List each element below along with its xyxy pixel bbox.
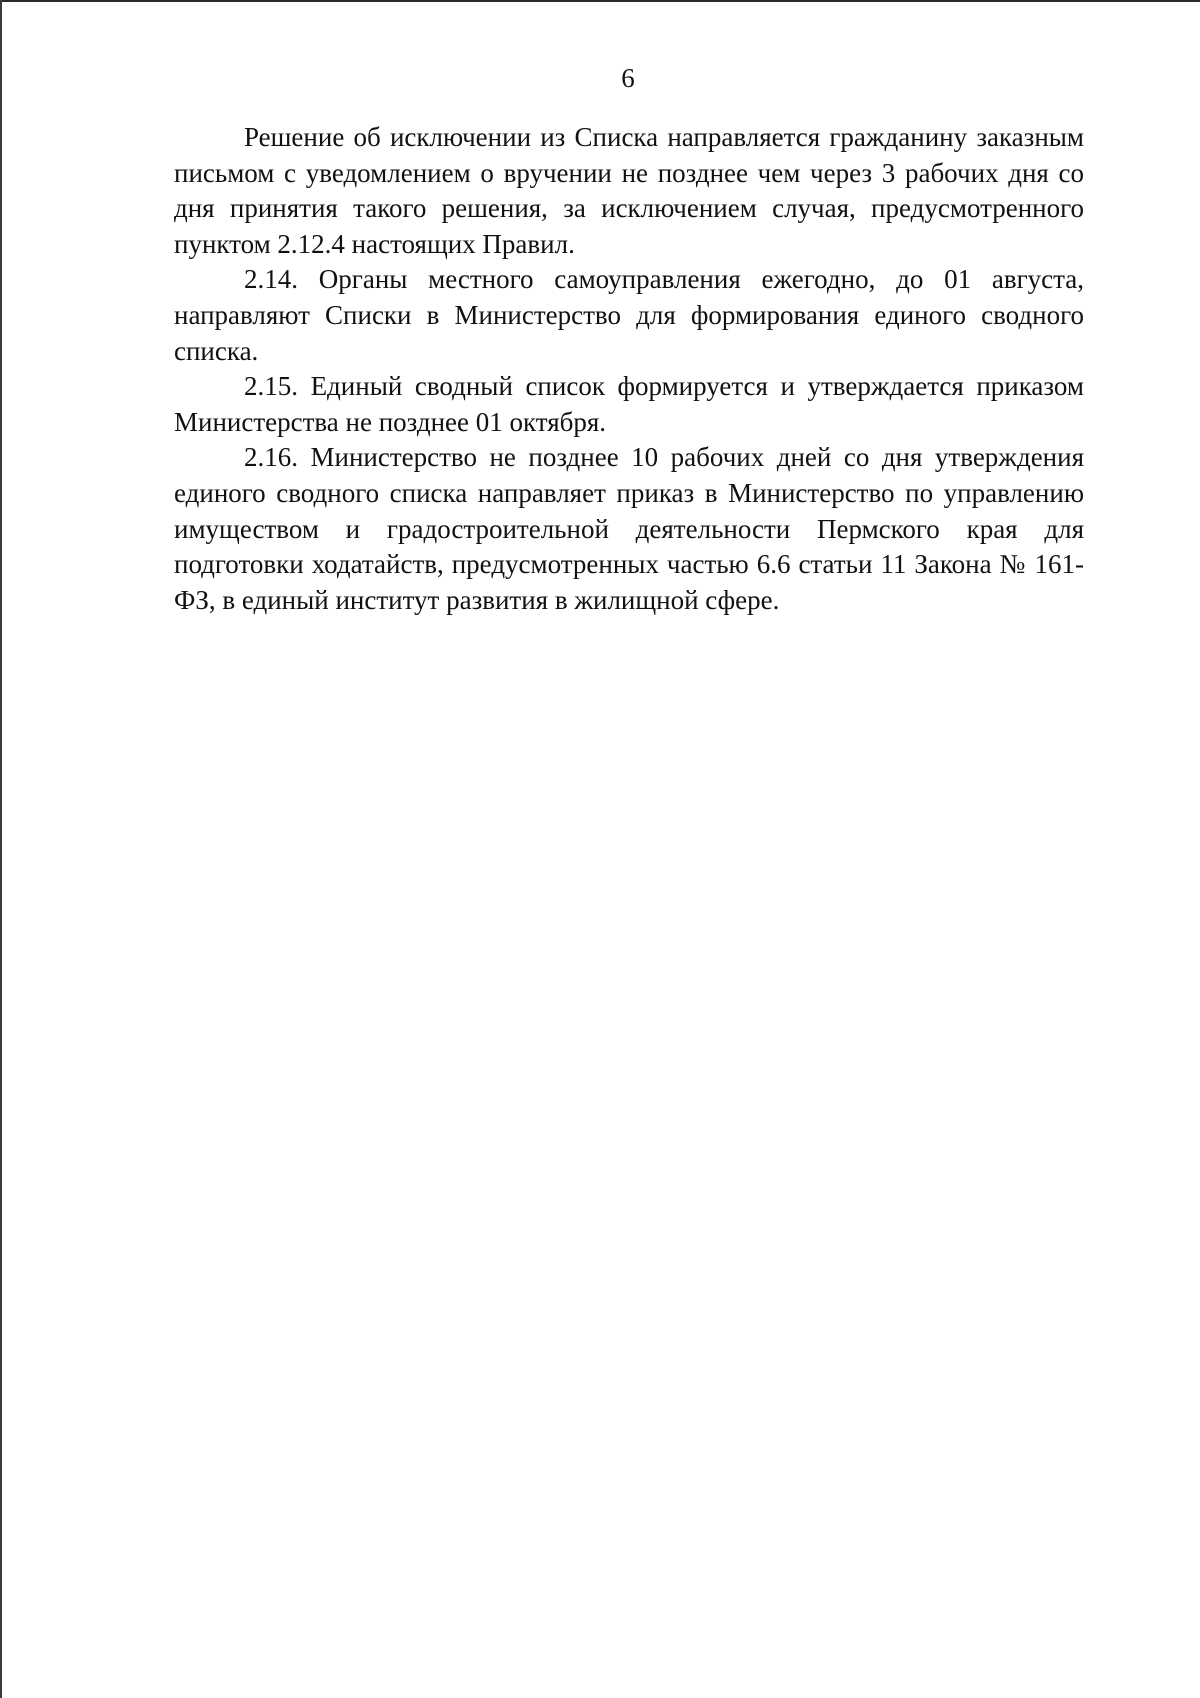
page-number: 6 xyxy=(621,63,635,93)
scan-left-edge xyxy=(0,0,2,1698)
paragraph-2-14: 2.14. Органы местного самоуправления ежегодно, до 01 августа, направляют Списки в Министерство для формирования единого сводного списка. xyxy=(174,264,1084,366)
paragraph-2-16: 2.16. Министерство не позднее 10 рабочих дней со дня утверждения единого сводного списка направляет приказ в Министерство по управлению имуществом и градостроительной деятельности Пермского края для подготовки ходатайств, предусмотренных частью 6.6 статьи 11 Закона № 161-ФЗ, в единый институт развития в жилищной сфере. xyxy=(174,442,1084,615)
paragraph-exclusion-notice: Решение об исключении из Списка направляется гражданину заказным письмом с уведомлением о вручении не позднее чем через 3 рабочих дня со дня принятия такого решения, за исключением случая, предусмотренного пунктом 2.12.4 настоящих Правил. xyxy=(174,122,1084,259)
scan-top-edge xyxy=(0,0,1200,2)
document-body xyxy=(174,120,1084,618)
paragraph-2-15: 2.15. Единый сводный список формируется и утверждается приказом Министерства не позднее 01 октября. xyxy=(174,371,1084,437)
